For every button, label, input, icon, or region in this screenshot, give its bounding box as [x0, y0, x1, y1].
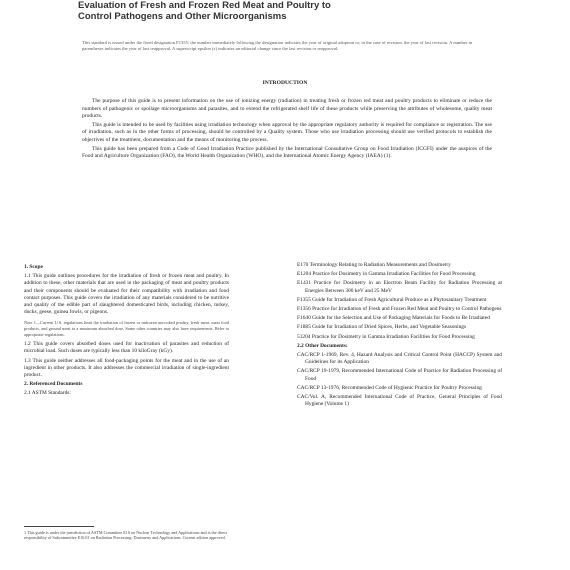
reference-item: 51204 Practice for Dosimetry in Gamma Irradiation Facilities for Food Processing [297, 333, 475, 340]
scope-paragraph: 1.2 This guide covers absorbed doses used for inactivation of parasites and reduction of microbial load. Such doses are typically less than 10 kiloGray (kGy). [24, 341, 229, 355]
reference-item: F1355 Guide for Irradiation of Fresh Agricultural Produce as a Phytosanitary Treatment [297, 296, 487, 303]
note-1: Note 1—Current U.S. regulations limit the irradiation of frozen or unfrozen uncooked poultry, fresh meat, meat food products, and ground meat to a maximum absorbed dose. Some other countries may also have requirements. Refer to appropriate regulations. [24, 320, 229, 337]
introduction-heading: INTRODUCTION [262, 80, 308, 86]
reference-item: CAC/RCP 13-1976, Recommended Code of Hygienic Practice for Poultry Processing [297, 384, 482, 391]
reference-item: CAC/Vol. A, Recommended International Code of Practice, General Principles of Food Hygiene (Volume 1) [297, 394, 502, 408]
abstract-paragraph: This standard is issued under the fixed designation F1355; the number immediately following the designation indicates the year of original adoption or, in the case of revision, the year of last revision. A number in parentheses indicates the year of last reapproval. A superscript epsilon (ε) indicates an editorial change since the last revision or reapproval. [82, 40, 473, 52]
astm-standards-label: 2.1 ASTM Standards: [24, 390, 71, 397]
left-column [24, 262, 229, 400]
referenced-documents-heading: 2. Referenced Documents [24, 381, 83, 388]
intro-paragraph: This guide has been prepared from a Code of Good Irradiation Practice published by the International Consultative Group on Food Irradiation (ICGFI) under the auspices of the Food and Agriculture Organization (FAO), the World Health Organization (WHO), and the International Atomic Energy Agency (IAEA) (1). [82, 145, 492, 160]
reference-item: F1356 Practice for Irradiation of Fresh and Frozen Red Meat and Poultry to Control Pathogens [297, 306, 502, 313]
intro-paragraph: This guide is intended to be used by facilities using irradiation technology when approval by the appropriate regulatory authority is required for compliance or registration. The use of irradiation, such as in the other forms of processing, should be controlled by a Quality system. Those who use irradiation processing should use verified protocols to establish the objectives of the treatment, documentation and the means of monitoring the process. [82, 121, 492, 143]
reference-item: E1204 Practice for Dosimetry in Gamma Irradiation Facilities for Food Processing [297, 271, 476, 278]
reference-item: CAC/RCP 1-1969, Rev. 4, Hazard Analysis and Critical Control Point (HACCP) System and Guidelines for its Application [297, 352, 502, 366]
title-line-1: Evaluation of Fresh and Frozen Red Meat and Poultry to [78, 0, 331, 11]
title-line-2: Control Pathogens and Other Microorganisms [78, 11, 287, 22]
reference-item: E1431 Practice for Dosimetry in an Electron Beam Facility for Radiation Processing at Energies Between 300 keV and 25 MeV [297, 280, 502, 294]
reference-item: F1640 Guide for the Selection and Use of Packaging Materials for Foods to Be Irradiated [297, 315, 490, 322]
scope-paragraph: 1.3 This guide neither addresses all food-packaging points for the meat and in the use of an ingredient in other products. It also addresses the commercial irradiation of single-ingredient product. [24, 357, 229, 379]
intro-paragraph: The purpose of this guide is to present information on the use of ionizing energy (radiation) in treating fresh or frozen red meat and poultry products to eliminate or reduce the numbers of pathogenic or spoilage microorganisms and parasites, and to extend the refrigerated shelf life of these products while preserving the attributes of wholesome, quality meat products. [82, 98, 492, 120]
footnote: 1 This guide is under the jurisdiction of ASTM Committee E10 on Nuclear Technology and Applications and is the direct responsibility of Subcommittee E10.01 on Radiation Processing: Dosimetry and Applications. Current edition approved. [24, 530, 228, 541]
reference-item: CAC/RCP 19-1979, Recommended International Code of Practice for Radiation Processing of Food [297, 368, 502, 382]
scope-paragraph: 1.1 This guide outlines procedures for the irradiation of fresh or frozen meat and poultry. In addition to these, other materials that are used in the packaging of meat and poultry products and their components should be evaluated for their compatibility with irradiation and food contact purposes. This guide covers the irradiation of any materials considered to be nutritive and quality of the edible part of slaughtered domesticated birds, including chicken, turkey, ducks, geese, guinea fowls, or pigeons. [24, 273, 229, 316]
document-title [78, 0, 478, 22]
right-column [297, 262, 502, 410]
footnote-divider [24, 526, 94, 527]
scope-heading: 1. Scope [24, 264, 43, 270]
other-documents-heading: 2.2 Other Documents: [297, 342, 348, 349]
reference-item: E170 Terminology Relating to Radiation Measurements and Dosimetry [297, 262, 451, 268]
reference-item: F1885 Guide for Irradiation of Dried Spices, Herbs, and Vegetable Seasonings [297, 324, 467, 331]
introduction-body [82, 98, 492, 162]
